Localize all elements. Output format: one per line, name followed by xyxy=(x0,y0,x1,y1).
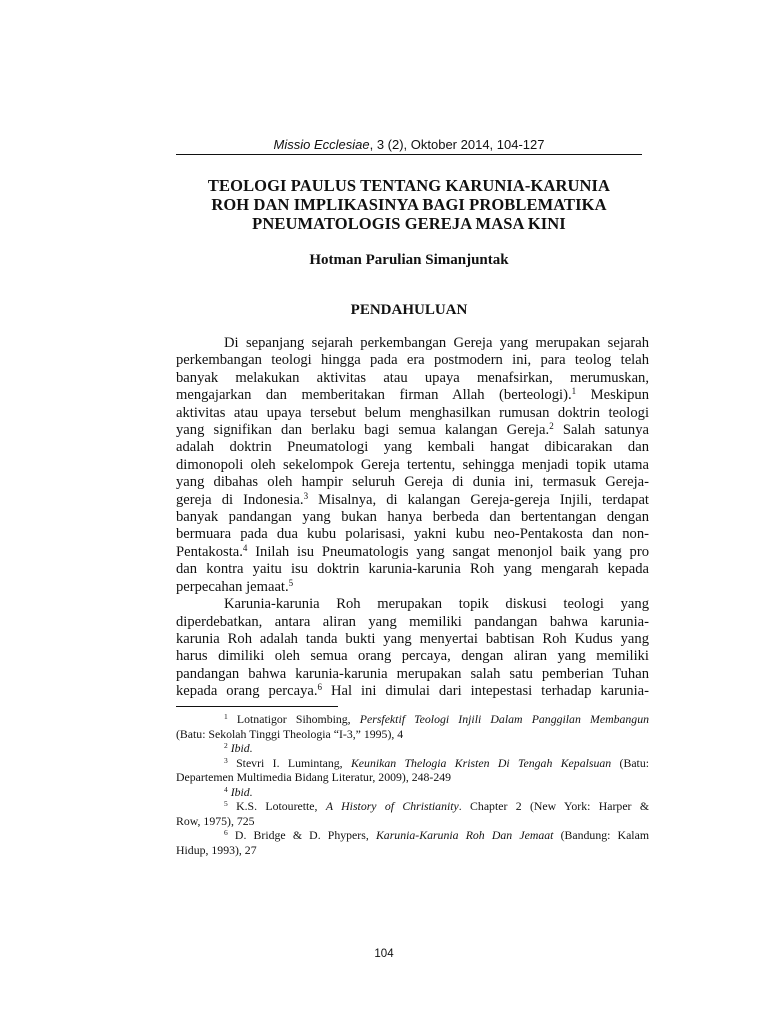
footnote-ref[interactable]: 2 xyxy=(549,421,554,432)
body-line: yang dibahas oleh hampir seluruh Gereja di dunia ini, termasuk Gereja- xyxy=(176,474,649,491)
body-line: bermuara pada dua kubu polarisasi, yakni kubu neo-Pentakosta dan non- xyxy=(176,526,649,543)
footnote-6-cont: Hidup, 1993), 27 xyxy=(176,842,257,857)
footnote-1-cont: (Batu: Sekolah Tinggi Theologia “I-3,” 1995), 4 xyxy=(176,726,404,741)
body-line: harus dimiliki oleh semua orang percaya, dengan aliran yang memiliki xyxy=(176,648,649,665)
footnotes xyxy=(176,712,649,857)
article-title xyxy=(176,176,642,233)
section-heading: PENDAHULUAN xyxy=(350,302,468,318)
body-line: karunia Roh adalah tanda bukti yang menyertai babtisan Roh Kudus yang xyxy=(176,630,649,647)
body-line: Di sepanjang sejarah perkembangan Gereja yang merupakan sejarah xyxy=(224,335,649,351)
body-line: diperdebatkan, antara aliran yang memiliki pandangan bahwa karunia- xyxy=(176,613,649,630)
footnote-6: $^6$ D. Bridge & D. Phypers, Karunia-Karunia Roh Dan Jemaat (Bandung: Kalam xyxy=(224,828,649,842)
body-line: banyak pandangan yang bukan hanya berbeda dan bertentangan dengan xyxy=(176,509,649,526)
footnote-4: $^4$ Ibid. xyxy=(224,784,253,799)
body-line: mengajarkan dan memberitakan firman Allah (berteologi).$^1$ Meskipun xyxy=(176,386,649,404)
body-line: banyak melakukan aktivitas atau upaya menafsirkan, merumuskan, xyxy=(176,369,649,386)
footnote-5-cont: Row, 1975), 725 xyxy=(176,813,255,828)
footnote-rule xyxy=(176,706,338,707)
body-line: kepada orang percaya.$^6$ Hal ini dimulai dari intepestasi terhadap karunia- xyxy=(176,682,649,700)
footnote-1: $^1$ Lotnatigor Sihombing, Persfektif Teologi Injili Dalam Panggilan Membangun xyxy=(224,712,649,726)
footnote-ref[interactable]: 5 xyxy=(288,577,294,588)
body-line: yang signifikan dan berlaku bagi semua kalangan Gereja.$^2$ Salah satunya xyxy=(176,421,649,439)
footnote-ref[interactable]: 1 xyxy=(571,386,577,397)
footnote-3-cont: Departemen Multimedia Bidang Literatur, 2009), 248-249 xyxy=(176,770,452,784)
author-name: Hotman Parulian Simanjuntak xyxy=(309,252,509,268)
footnote-number: 5 xyxy=(224,799,228,808)
body-line: Karunia-karunia Roh merupakan topik diskusi teologi yang xyxy=(224,596,649,613)
journal-name: Missio Ecclesiae xyxy=(273,137,370,152)
footnote-number: 3 xyxy=(224,755,228,765)
footnote-ref[interactable]: 3 xyxy=(303,490,309,501)
footnote-number: 2 xyxy=(224,741,228,750)
footnote-ref[interactable]: 6 xyxy=(317,682,322,693)
body-line: gereja di Indonesia.$^3$ Misalnya, di kalangan Gereja-gereja Injili, terdapat xyxy=(176,490,649,508)
header-rule xyxy=(176,154,642,155)
footnote-number: 4 xyxy=(224,784,228,794)
page-number: 104 xyxy=(374,948,394,960)
body-text xyxy=(176,335,649,701)
footnote-5: $^5$ K.S. Lotourette, A History of Christianity. Chapter 2 (New York: Harper & xyxy=(224,799,649,813)
title-line: PNEUMATOLOGIS GEREJA MASA KINI xyxy=(252,214,566,233)
journal-header xyxy=(176,136,642,153)
footnote-ref[interactable]: 4 xyxy=(242,542,248,553)
body-line: Pentakosta.$^4$ Inilah isu Pneumatologis yang sangat menonjol baik yang pro xyxy=(176,542,650,560)
title-line: TEOLOGI PAULUS TENTANG KARUNIA-KARUNIA xyxy=(207,176,611,195)
title-line: ROH DAN IMPLIKASINYA BAGI PROBLEMATIKA xyxy=(211,195,607,214)
body-line: perkembangan teologi hingga pada era postmodern ini, para teolog telah xyxy=(176,352,649,369)
body-line: pandangan bahwa karunia-karunia merupakan salah satu pemberian Tuhan xyxy=(176,665,649,682)
journal-issue: , 3 (2), Oktober 2014, 104-127 xyxy=(369,137,545,152)
footnote-2: $^2$ Ibid. xyxy=(224,741,253,755)
body-line: aktivitas atau upaya tersebut belum menghasilkan rumusan doktrin teologi xyxy=(176,404,649,421)
body-line: adalah doktrin Pneumatologi yang kembali hangat dibicarakan dan xyxy=(176,439,649,456)
footnote-3: $^3$ Stevri I. Lumintang, Keunikan Thelogia Kristen Di Tengah Kepalsuan (Batu: xyxy=(224,755,650,770)
body-line: dimonopoli oleh sekelompok Gereja tertentu, sehingga menjadi topik utama xyxy=(176,456,649,473)
body-line: dan kontra yaitu isu doktrin karunia-karunia Roh yang mengarah kepada xyxy=(176,561,649,578)
body-line: perpecahan jemaat.$^5$ xyxy=(176,577,294,595)
footnote-number: 6 xyxy=(224,828,228,837)
footnote-number: 1 xyxy=(224,712,228,721)
